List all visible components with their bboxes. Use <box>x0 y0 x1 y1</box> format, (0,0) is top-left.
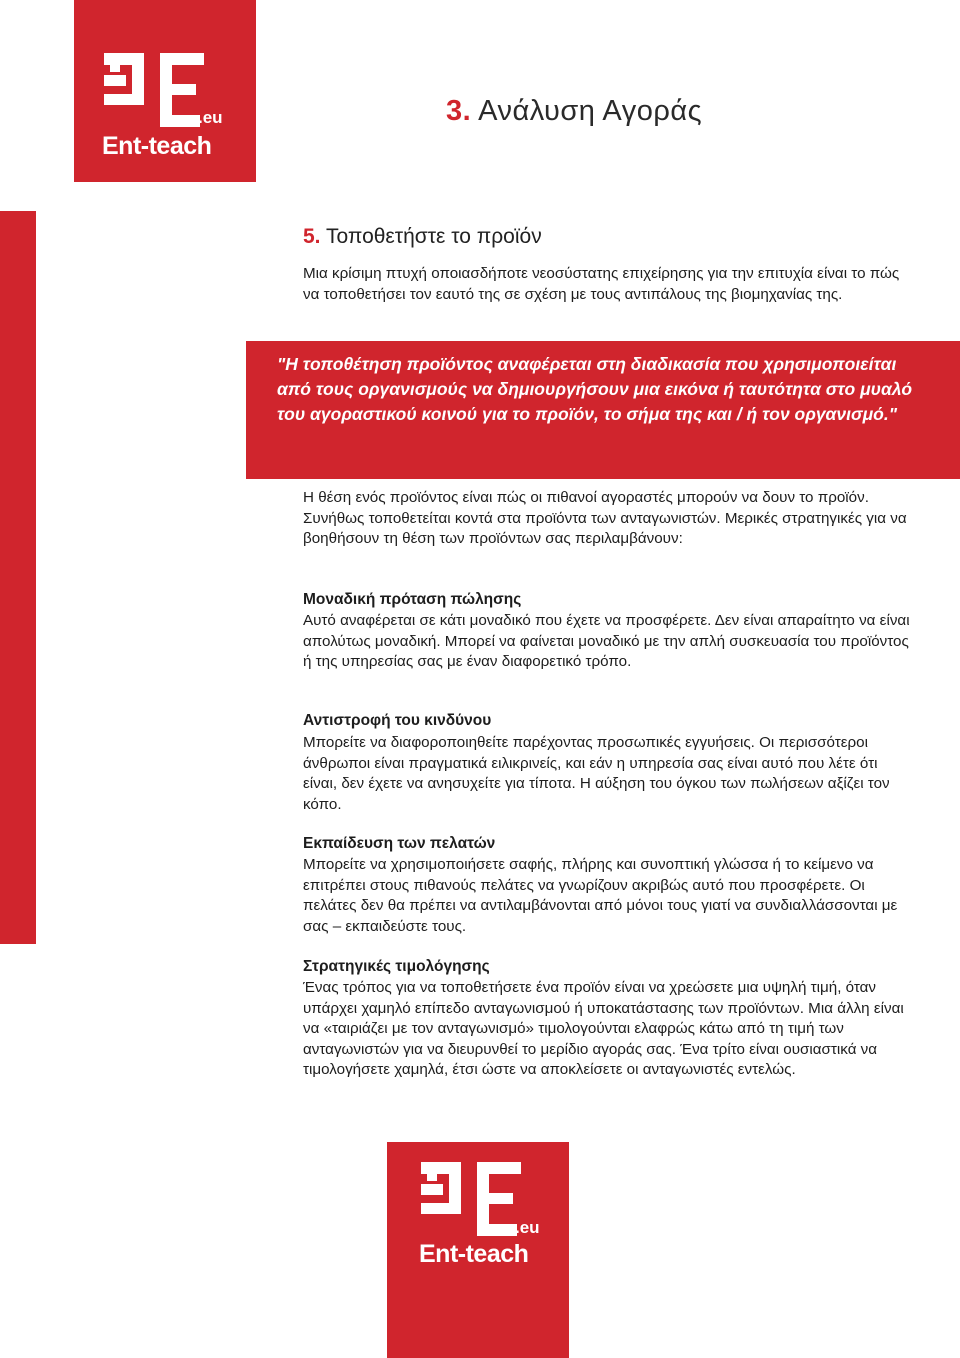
strategy-body-pricing: Ένας τρόπος για να τοποθετήσετε ένα προϊόν είναι να χρεώσετε μια υψηλή τιμή, όταν υπάρχει χαμηλό επίπεδο ανταγωνισμού ή υποκατάστασης των προϊόντων. Μια άλλη είναι να «ταιριάζει με τον ανταγωνισμό» τιμολογούνται ελαφρώς κάτω από τη τιμή των ανταγωνιστών για να διευρυνθεί το μερίδιο αγοράς σας. Ένα τρίτο είναι ουσιαστικά να τιμολογήσετε χαμηλά, έτσι ώστε να αποκλείσετε οι ανταγωνιστές εντελώς. <box>303 979 904 1078</box>
logo-wordmark-bottom: Ent-teach <box>419 1240 529 1268</box>
header-title: Ανάλυση Αγοράς <box>478 95 703 127</box>
quote-text: "Η τοποθέτηση προϊόντος αναφέρεται στη διαδικασία που χρησιμοποιείται από τους οργανισμούς να δημιουργήσουν μια εικόνα ή ταυτότητα στο μυαλό του αγοραστικού κοινού για το προϊόν, το σήμα της και / ή τον οργανισμό." <box>277 354 913 424</box>
strategy-heading-pricing: Στρατηγικές τιμολόγησης <box>303 958 490 975</box>
intro-paragraph: Μια κρίσιμη πτυχή οποιασδήποτε νεοσύστατης επιχείρησης για την επιτυχία είναι το πώς να τοποθετήσει τον εαυτό της σε σχέση με τους αντιπάλους της βιομηχανίας της. <box>303 265 900 303</box>
section-number: 5. <box>303 225 321 248</box>
logo-suffix: .eu <box>198 108 223 127</box>
positioning-paragraph: Η θέση ενός προϊόντος είναι πώς οι πιθανοί αγοραστές μπορούν να δουν το προϊόν. Συνήθως τοποθετείται κοντά στα προϊόντα των ανταγωνιστών. Μερικές στρατηγικές για να βοηθήσουν τη θέση των προϊόντων σας περιλαμβάνουν: <box>303 489 907 547</box>
logo-bottom <box>387 1142 569 1358</box>
strategy-heading-education: Εκπαίδευση των πελατών <box>303 835 496 852</box>
logo-wordmark: Ent-teach <box>102 132 212 160</box>
section-title-text: Τοποθετήστε το προϊόν <box>325 225 542 248</box>
page-header <box>446 95 702 128</box>
strategy-heading-usp: Μοναδική πρόταση πώλησης <box>303 591 522 608</box>
logo-top <box>74 0 256 182</box>
logo-suffix-bottom: .eu <box>515 1218 540 1237</box>
strategy-body-education: Μπορείτε να χρησιμοποιήσετε σαφής, πλήρης και συνοπτική γλώσσα ή το κείμενο να επιτρέπει στους πιθανούς πελάτες να γνωρίζουν ακριβώς αυτό που προσφέρετε. Οι πελάτες δεν θα πρέπει να αντιλαμβάνονται από μόνοι τους γιατί να συνδιαλλάσσονται με σας – εκπαιδεύστε τους. <box>303 856 898 935</box>
left-accent-bar <box>0 211 36 944</box>
strategy-body-usp: Αυτό αναφέρεται σε κάτι μοναδικό που έχετε να προσφέρετε. Δεν είναι απαραίτητο να είναι απολύτως μοναδική. Μπορεί να φαίνεται μοναδικό με την απλή συσκευασία του προϊόντος ή της υπηρεσίας σας με έναν διαφορετικό τρόπο. <box>303 612 910 670</box>
header-number: 3. <box>446 95 472 127</box>
section-title <box>303 225 542 249</box>
strategy-body-risk: Μπορείτε να διαφοροποιηθείτε παρέχοντας προσωπικές εγγυήσεις. Οι περισσότεροι άνθρωποι είναι πραγματικά ειλικρινείς, και εάν η υπηρεσία σας είναι αυτό που λέτε ότι είναι, δεν έχετε να ανησυχείτε για τίποτα. Η αύξηση του όγκου των πωλήσεων αξίζει τον κόπο. <box>303 734 890 813</box>
strategy-heading-risk: Αντιστροφή του κινδύνου <box>303 712 492 729</box>
